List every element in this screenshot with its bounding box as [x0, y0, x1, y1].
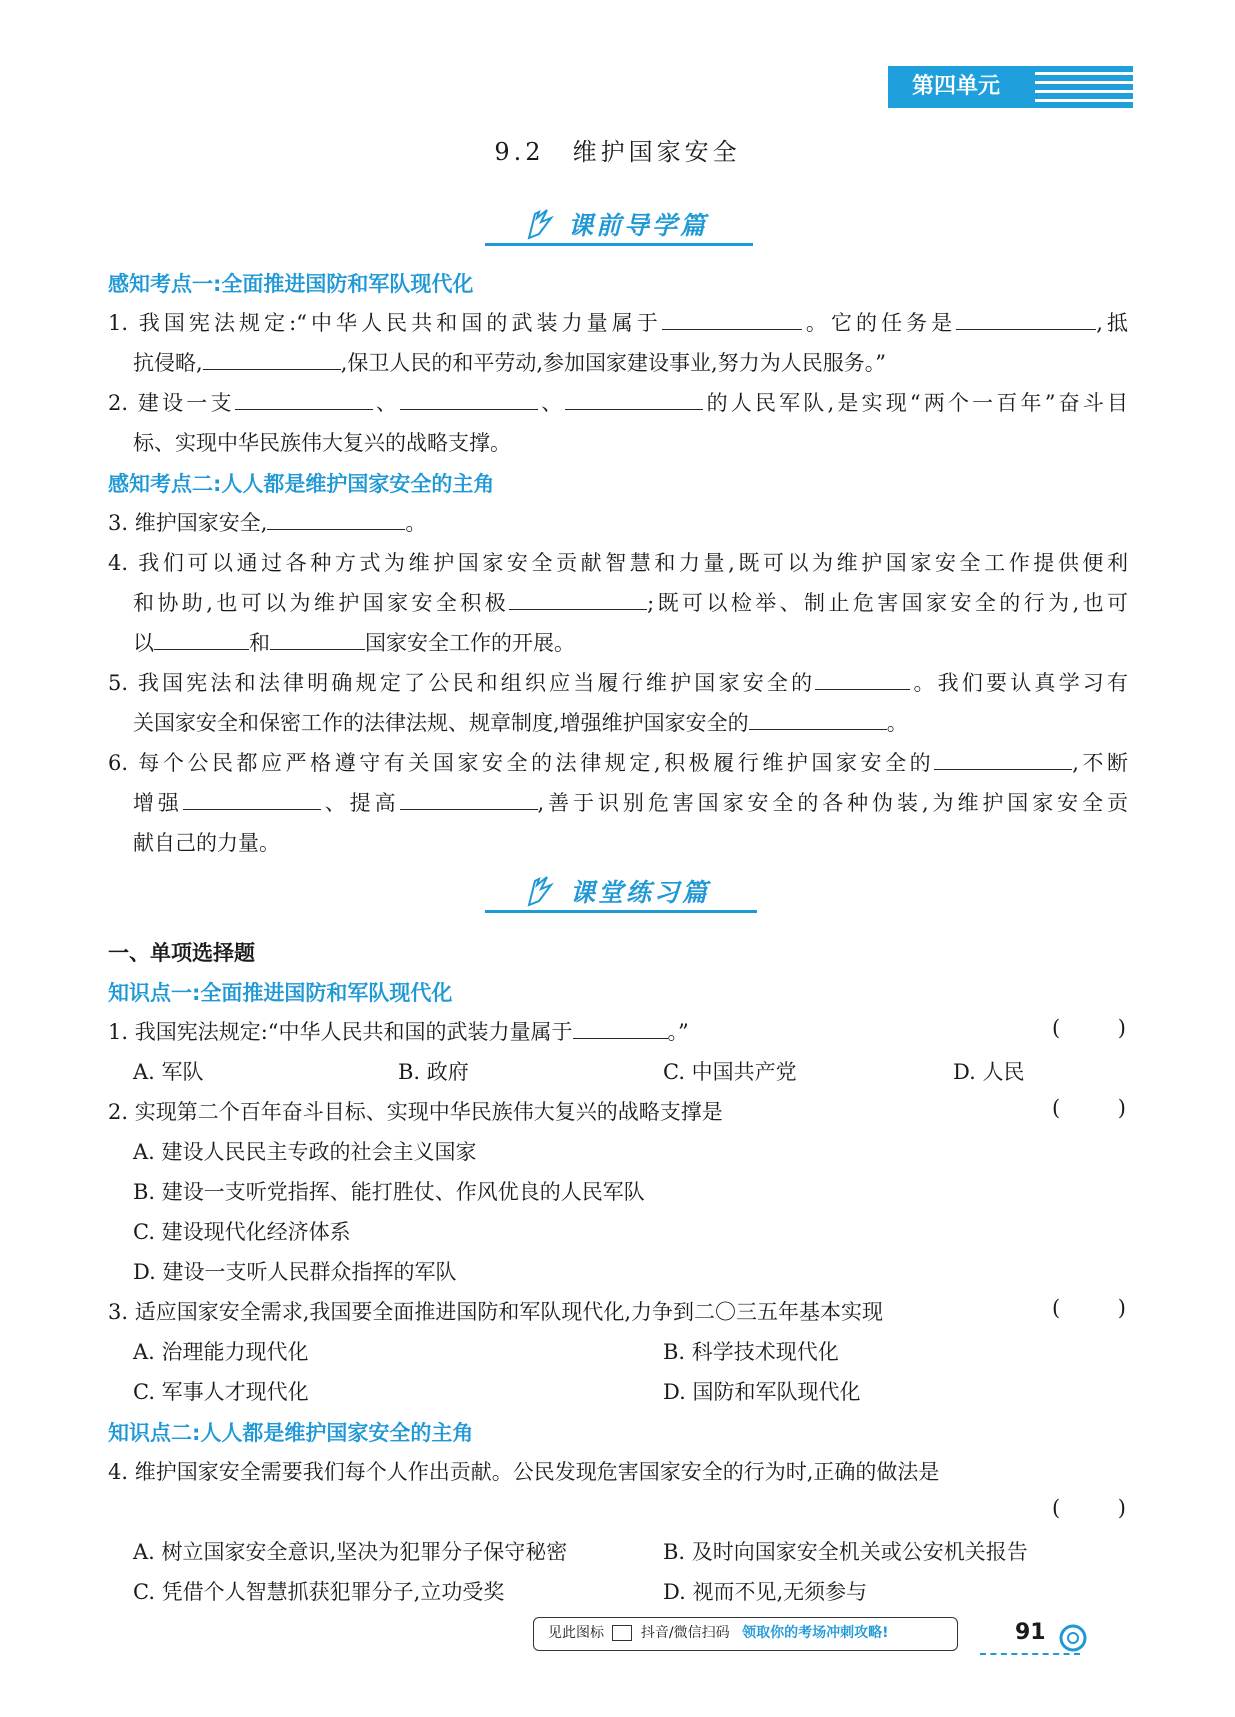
mcq-2-option-b: B. 建设一支听党指挥、能打胜仗、作风优良的人民军队: [133, 1180, 645, 1204]
knowledge-point-2: 知识点二:人人都是维护国家安全的主角: [108, 1421, 474, 1445]
target-circle-icon: [1058, 1623, 1088, 1653]
answer-paren[interactable]: ( ): [1052, 1296, 1126, 1320]
mcq-4-option-d: D. 视而不见,无须参与: [663, 1580, 868, 1604]
mcq-3-option-a: A. 治理能力现代化: [133, 1340, 309, 1364]
knowledge-point-2: 感知考点二:人人都是维护国家安全的主角: [108, 472, 495, 496]
question-3: 3. 维护国家安全, 。: [108, 511, 427, 535]
footer-dash: [980, 1653, 1080, 1655]
question-6-line-3: 献自己的力量。: [133, 831, 280, 855]
question-1-line-2: 抗侵略, ,保卫人民的和平劳动,参加国家建设事业,努力为人民服务。”: [133, 351, 886, 375]
mcq-4-option-a: A. 树立国家安全意识,坚决为犯罪分子保守秘密: [133, 1540, 568, 1564]
section-heading-practice: [485, 873, 757, 913]
section-heading-label: 课前导学篇: [567, 211, 708, 240]
question-1-line-1: 1. 我国宪法规定:“中华人民共和国的武装力量属于 。它的任务是 ,抵: [108, 311, 1128, 335]
unit-decoration: [1035, 72, 1133, 108]
question-6-line-2: 增强 、提高 ,善于识别危害国家安全的各种伪装,为维护国家安全贡: [133, 791, 1128, 815]
mcq-4-option-c: C. 凭借个人智慧抓获犯罪分子,立功受奖: [133, 1580, 505, 1604]
mcq-1-option-a: A. 军队: [133, 1060, 204, 1084]
knowledge-point-1: 知识点一:全面推进国防和军队现代化: [108, 981, 453, 1005]
mcq-3-option-b: B. 科学技术现代化: [663, 1340, 839, 1364]
question-5-line-2: 关国家安全和保密工作的法律法规、规章制度,增强维护国家安全的 。: [133, 711, 908, 735]
question-2-line-1: 2. 建设一支 、 、 的人民军队,是实现“两个一百年”奋斗目: [108, 391, 1129, 415]
pen-icon: [525, 208, 555, 240]
scan-icon: [612, 1625, 632, 1641]
mcq-1-stem: 1. 我国宪法规定:“中华人民共和国的武装力量属于 。”: [108, 1020, 689, 1044]
scan-banner[interactable]: 见此图标 抖音/微信扫码 领取你的考场冲刺攻略!: [533, 1617, 958, 1651]
answer-paren[interactable]: ( ): [1052, 1096, 1126, 1120]
mcq-4-option-b: B. 及时向国家安全机关或公安机关报告: [663, 1540, 1028, 1564]
section-heading-label: 课堂练习篇: [569, 878, 710, 907]
page-number: 91: [1015, 1620, 1046, 1645]
mcq-1-option-b: B. 政府: [398, 1060, 469, 1084]
pen-icon: [525, 875, 555, 907]
question-2-line-2: 标、实现中华民族伟大复兴的战略支撑。: [133, 431, 511, 455]
mcq-2-option-d: D. 建设一支听人民群众指挥的军队: [133, 1260, 457, 1284]
mcq-1-option-d: D. 人民: [953, 1060, 1025, 1084]
question-4-line-3: 以 和 国家安全工作的开展。: [133, 631, 575, 655]
mcq-4-stem: 4. 维护国家安全需要我们每个人作出贡献。公民发现危害国家安全的行为时,正确的做法是: [108, 1460, 940, 1484]
unit-label: 第四单元: [912, 74, 1001, 99]
mcq-2-option-c: C. 建设现代化经济体系: [133, 1220, 351, 1244]
knowledge-point-1: 感知考点一:全面推进国防和军队现代化: [108, 272, 474, 296]
mcq-2-stem: 2. 实现第二个百年奋斗目标、实现中华民族伟大复兴的战略支撑是: [108, 1100, 723, 1124]
mcq-3-stem: 3. 适应国家安全需求,我国要全面推进国防和军队现代化,力争到二〇三五年基本实现: [108, 1300, 884, 1324]
mcq-1-option-c: C. 中国共产党: [663, 1060, 797, 1084]
question-4-line-1: 4. 我们可以通过各种方式为维护国家安全贡献智慧和力量,既可以为维护国家安全工作提供便利: [108, 551, 1128, 575]
question-6-line-1: 6. 每个公民都应严格遵守有关国家安全的法律规定,积极履行维护国家安全的 ,不断: [108, 751, 1128, 775]
part-heading: 一、单项选择题: [108, 941, 255, 965]
section-heading-preview: [485, 206, 753, 246]
answer-paren[interactable]: ( ): [1052, 1496, 1126, 1520]
question-4-line-2: 和协助,也可以为维护国家安全积极 ;既可以检举、制止危害国家安全的行为,也可: [133, 591, 1128, 615]
page-title: 9.2 维护国家安全: [494, 138, 741, 166]
mcq-3-option-d: D. 国防和军队现代化: [663, 1380, 861, 1404]
mcq-3-option-c: C. 军事人才现代化: [133, 1380, 309, 1404]
mcq-2-option-a: A. 建设人民民主专政的社会主义国家: [133, 1140, 477, 1164]
answer-paren[interactable]: ( ): [1052, 1016, 1126, 1040]
question-5-line-1: 5. 我国宪法和法律明确规定了公民和组织应当履行维护国家安全的 。我们要认真学习有: [108, 671, 1128, 695]
